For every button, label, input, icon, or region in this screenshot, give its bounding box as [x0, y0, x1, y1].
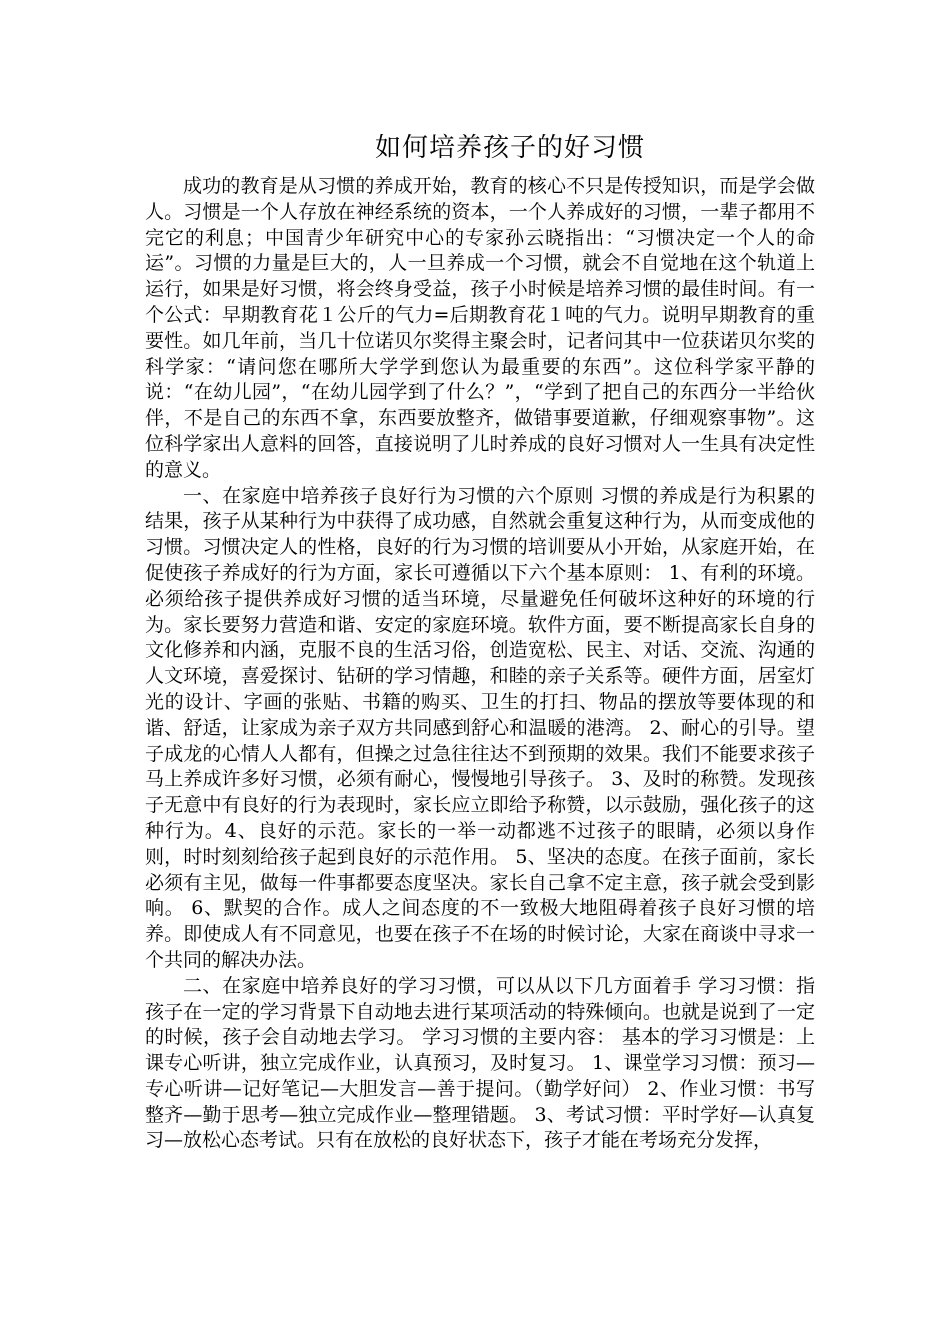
paragraph-study-habits: 二、在家庭中培养良好的学习习惯，可以从以下几方面着手 学习习惯：指孩子在一定的学习背景下自动地去进行某项活动的特殊倾向。也就是说到了一定的时候，孩子会自动地去学习。 学习习惯的主要内容： 基本的学习习惯是：上课专心听讲，独立完成作业，认真预习，及时复习。 1、课堂学习习惯：预习—专心听讲—记好笔记—大胆发言—善于提问。（勤学好问） 2、作业习惯：书写整齐—勤于思考—独立完成作业—整理错题。 3、考试习惯：平时学好—认真复习—放松心态考试。只有在放松的良好状态下，孩子才能在考场充分发挥， — [145, 974, 815, 1152]
paragraph-intro: 成功的教育是从习惯的养成开始，教育的核心不只是传授知识，而是学会做人。习惯是一个人存放在神经系统的资本，一个人养成好的习惯，一辈子都用不完它的利息；中国青少年研究中心的专家孙云晓指出：“习惯决定一个人的命运”。习惯的力量是巨大的，人一旦养成一个习惯，就会不自觉地在这个轨道上运行，如果是好习惯，将会终身受益，孩子小时候是培养习惯的最佳时间。有一个公式：早期教育花１公斤的气力=后期教育花１吨的气力。说明早期教育的重要性。如几年前，当几十位诺贝尔奖得主聚会时，记者问其中一位获诺贝尔奖的科学家：“请问您在哪所大学学到您认为最重要的东西”。这位科学家平静的说：“在幼儿园”，“在幼儿园学到了什么？”，“学到了把自己的东西分一半给伙伴，不是自己的东西不拿，东西要放整齐，做错事要道歉，仔细观察事物”。这位科学家出人意料的回答，直接说明了儿时养成的良好习惯对人一生具有决定性的意义。 — [145, 175, 815, 481]
paragraph-behavior-principles: 一、在家庭中培养孩子良好行为习惯的六个原则 习惯的养成是行为积累的结果，孩子从某种行为中获得了成功感，自然就会重复这种行为，从而变成他的习惯。习惯决定人的性格，良好的行为习惯的培训要从小开始，从家庭开始，在促使孩子养成好的行为方面，家长可遵循以下六个基本原则： 1、有利的环境。必须给孩子提供养成好习惯的适当环境，尽量避免任何破坏这种好的环境的行为。家长要努力营造和谐、安定的家庭环境。软件方面，要不断提高家长自身的文化修养和内涵，克服不良的生活习俗，创造宽松、民主、对话、交流、沟通的人文环境，喜爱探讨、钻研的学习情趣，和睦的亲子关系等。硬件方面，居室灯光的设计、字画的张贴、书籍的购买、卫生的打扫、物品的摆放等要体现的和谐、舒适，让家成为亲子双方共同感到舒心和温暖的港湾。 2、耐心的引导。望子成龙的心情人人都有，但操之过急往往达不到预期的效果。我们不能要求孩子马上养成许多好习惯，必须有耐心，慢慢地引导孩子。 3、及时的称赞。发现孩子无意中有良好的行为表现时，家长应立即给予称赞，以示鼓励，强化孩子的这种行为。4、良好的示范。家长的一举一动都逃不过孩子的眼睛，必须以身作则，时时刻刻给孩子起到良好的示范作用。 5、坚决的态度。在孩子面前，家长必须有主见，做每一件事都要态度坚决。家长自己拿不定主意，孩子就会受到影响。 6、默契的合作。成人之间态度的不一致极大地阻碍着孩子良好习惯的培养。即使成人有不同意见，也要在孩子不在场的时候讨论，大家在商谈中寻求一个共同的解决办法。 — [145, 484, 815, 971]
document-title: 如何培养孩子的好习惯 — [374, 133, 645, 163]
document-page — [145, 128, 815, 1154]
